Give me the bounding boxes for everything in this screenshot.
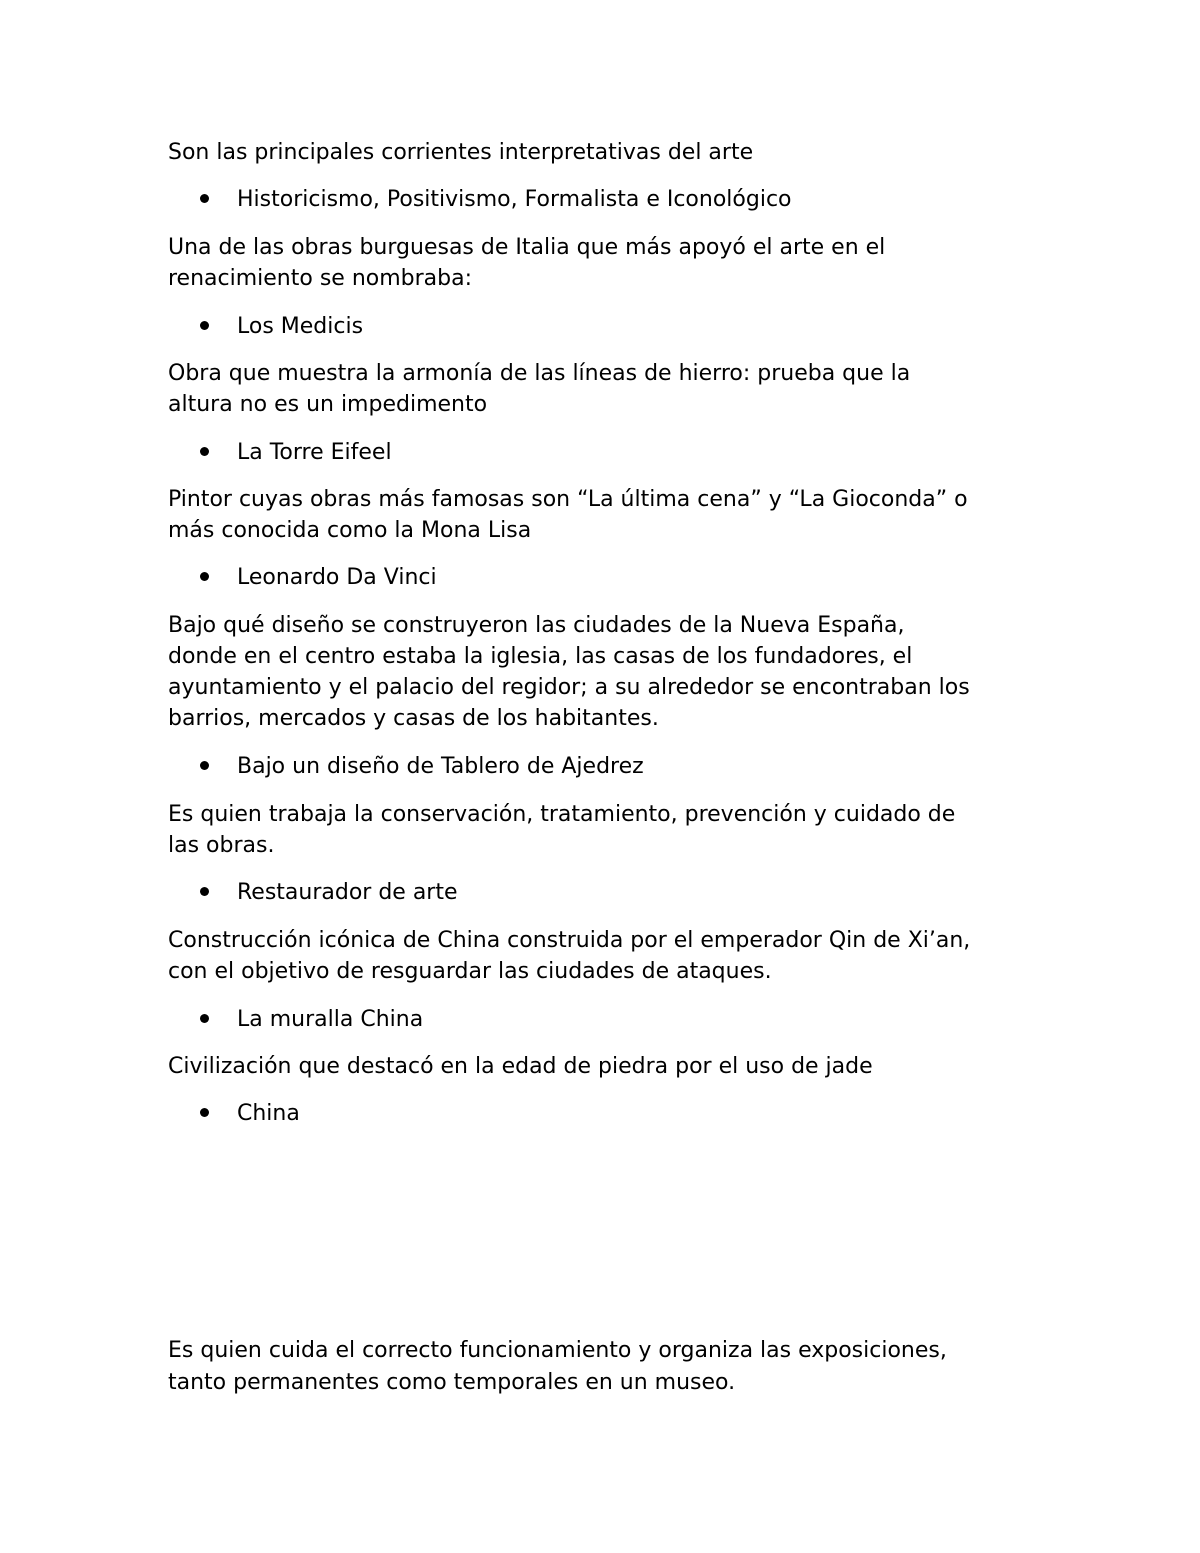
question-4-line-1: Pintor cuyas obras más famosas son “La última cena” y “La Gioconda” o xyxy=(168,487,968,512)
question-5-line-1: Bajo qué diseño se construyeron las ciudades de la Nueva España, xyxy=(168,613,905,638)
answer-1 xyxy=(200,184,792,215)
bullet-icon xyxy=(200,761,209,770)
question-1-line-1: Son las principales corrientes interpretativas del arte xyxy=(168,140,754,165)
question-4-line-2: más conocida como la Mona Lisa xyxy=(168,518,532,543)
question-7-line-1: Construcción icónica de China construida por el emperador Qin de Xi’an, xyxy=(168,928,971,953)
question-8-line-1: Civilización que destacó en la edad de piedra por el uso de jade xyxy=(168,1054,873,1079)
answer-8 xyxy=(200,1098,300,1129)
bullet-icon xyxy=(200,447,209,456)
question-3-line-2: altura no es un impedimento xyxy=(168,392,488,417)
answer-6 xyxy=(200,877,458,908)
answer-3 xyxy=(200,437,392,468)
answer-8-text: China xyxy=(237,1101,300,1126)
bullet-icon xyxy=(200,887,209,896)
question-7-line-2: con el objetivo de resguardar las ciudades de ataques. xyxy=(168,959,772,984)
answer-2-text: Los Medicis xyxy=(237,314,364,339)
question-5-line-3: ayuntamiento y el palacio del regidor; a su alrededor se encontraban los xyxy=(168,675,970,700)
bullet-icon xyxy=(200,194,209,203)
answer-6-text: Restaurador de arte xyxy=(237,880,458,905)
question-6-line-1: Es quien trabaja la conservación, tratamiento, prevención y cuidado de xyxy=(168,802,956,827)
answer-1-text: Historicismo, Positivismo, Formalista e Iconológico xyxy=(237,187,792,212)
question-9-line-2: tanto permanentes como temporales en un museo. xyxy=(168,1370,736,1395)
bullet-icon xyxy=(200,572,209,581)
answer-5 xyxy=(200,751,644,782)
answer-7 xyxy=(200,1004,423,1035)
question-2-line-2: renacimiento se nombraba: xyxy=(168,266,473,291)
answer-7-text: La muralla China xyxy=(237,1007,424,1032)
bullet-icon xyxy=(200,321,209,330)
question-3-line-1: Obra que muestra la armonía de las líneas de hierro: prueba que la xyxy=(168,361,911,386)
question-9-line-1: Es quien cuida el correcto funcionamiento y organiza las exposiciones, xyxy=(168,1338,947,1363)
question-6-line-2: las obras. xyxy=(168,833,275,858)
bullet-icon xyxy=(200,1014,209,1023)
answer-4 xyxy=(200,562,437,593)
question-2-line-1: Una de las obras burguesas de Italia que más apoyó el arte en el xyxy=(168,235,886,260)
question-5-line-2: donde en el centro estaba la iglesia, las casas de los fundadores, el xyxy=(168,644,913,669)
answer-2 xyxy=(200,311,363,342)
answer-5-text: Bajo un diseño de Tablero de Ajedrez xyxy=(237,754,644,779)
bullet-icon xyxy=(200,1108,209,1117)
answer-3-text: La Torre Eifeel xyxy=(237,440,392,465)
question-5-line-4: barrios, mercados y casas de los habitantes. xyxy=(168,706,659,731)
answer-4-text: Leonardo Da Vinci xyxy=(237,565,437,590)
